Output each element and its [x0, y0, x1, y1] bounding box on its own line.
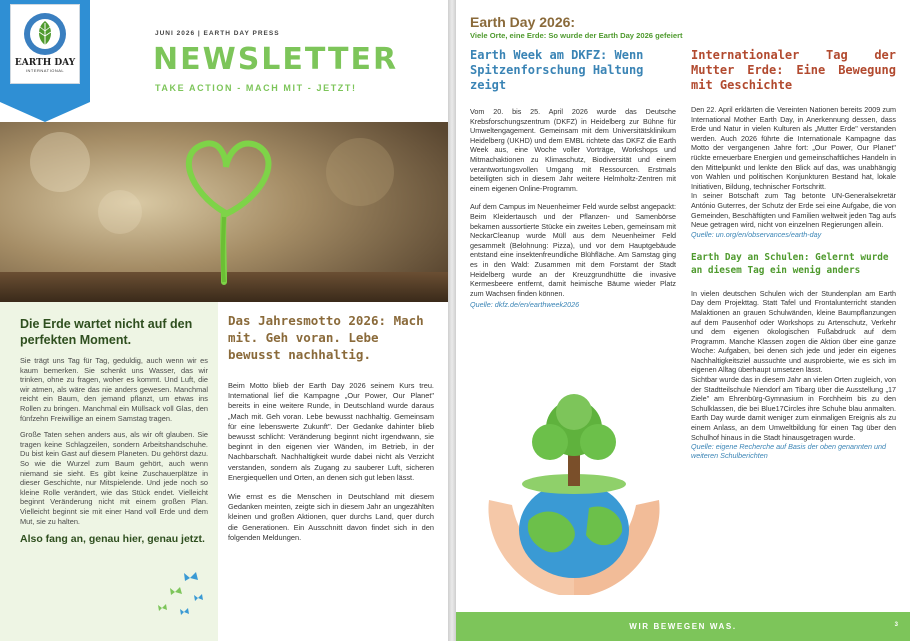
newsletter-page-left: [0, 0, 448, 641]
intro-call-to-action: Also fang an, genau hier, genau jetzt.: [20, 533, 205, 546]
newsletter-tagline: TAKE ACTION - MACH MIT - JETZT!: [155, 83, 357, 93]
logo-subtitle: INTERNATIONAL: [25, 68, 65, 73]
hands-holding-globe-tree-image: [474, 380, 674, 600]
page-footer: [456, 612, 910, 641]
schools-source-link[interactable]: Quelle: eigene Recherche auf Basis der oben genannten und weiteren Schulberichten: [691, 442, 887, 461]
intro-column: [0, 302, 218, 641]
logo-name: EARTH DAY: [14, 58, 76, 68]
motto-column: [218, 302, 448, 641]
dkfz-paragraph: Auf dem Campus im Neuenheimer Feld wurde selbst angepackt: Beim Kleidertausch und der Pflanzen- und Samenbörse bekamen aussortierte Stücke ein zweites Leben, gemeinsam mit NeckarCleanup wurde Müll aus dem Neuenheimer Feld gesammelt (Belohnung: Pizza), und vor dem Hauptgebäude entstand eine insektenfreundliche Blühfläche. Am Samstag ging es in den Wald: Zusammen mit dem Forstamt der Stadt Heidelberg wurde an der Kreuzgrundhütte die invasive Kermesbeere entfernt, damit heimische Bäume wieder Platz zum Wachsen finden können.: [470, 202, 676, 298]
issue-date-line: JUNI 2026 | EARTH DAY PRESS: [155, 30, 280, 37]
butterflies-icon: [150, 570, 210, 620]
schools-paragraph: In vielen deutschen Schulen wich der Stundenplan am Earth Day dem Projekttag. Statt Tafel und Frontalunterricht standen Malaktionen an grauen Schulwänden, kleine Baumpflanzungen auf dem Pausenhof oder Workshops zu Artenschutz, Verkehr und dem eigenen ökologischen Fußabdruck auf dem Programm. Manche Klassen zogen die Aktion über eine ganze Woche: Aufgaben, bei denen sich jede und jeder ein eigenes Nachhaltigkeitsziel aussuchte und ausprobierte, wie es sich im eigenen Alltag überhaupt umsetzen lässt.: [691, 288, 896, 375]
earth-day-logo: [10, 4, 80, 84]
page-gutter: [448, 0, 456, 641]
right-page-title: Earth Day 2026:: [470, 14, 576, 30]
schools-paragraph: Sichtbar wurde das in diesem Jahr an vielen Orten zugleich, von der Stadtteilschule Niendorf am Tibarg über die Ausstellung „17 Ziele" am Ehrenbürg-Gymnasium in Forchheim bis zu den Schulklassen, die bei Blue17Circles ihre Schuhe blau anmalten. Earth Day wurde damit weniger zum einmaligen Ereignis als zu einem Anlass, an dem Umweltbildung für einen Tag über den Schulhof hinaus in die Stadt hinausgetragen wurde.: [691, 375, 896, 442]
dkfz-heading: Earth Week am DKFZ: Wenn Spitzenforschung Haltung zeigt: [470, 48, 644, 92]
intro-paragraph: Sie trägt uns Tag für Tag, geduldig, auch wenn wir es kaum bemerken. Sie schenkt uns Wasser, das wir trinken, ohne zu fragen, woher es kommt. Und Luft, die wir atmen, als wäre das nie anders gewesen. Manchmal reicht ein Baum, den jemand pflanzt, um etwas ins Rollen zu bringen. Manchmal ein Müllsack voll Glas, den fünfzehn Freiwillige an einem Samstag tragen.: [20, 356, 208, 423]
schools-heading: Earth Day an Schulen: Gelernt wurde an diesem Tag ein wenig anders: [691, 251, 889, 276]
motto-heading: Das Jahresmotto 2026: Mach mit. Geh voran. Lebe bewusst nachhaltig.: [228, 313, 424, 362]
leaf-globe-icon: [22, 11, 68, 57]
dkfz-article: [470, 48, 676, 309]
motto-paragraph: Beim Motto blieb der Earth Day 2026 seinem Kurs treu. International lief die Kampagne „Our Power, Our Planet" bereits in eine weitere Runde, in Deutschland wurde daraus „Mach mit. Geh voran. Lebe bewusst nachhaltig. Gemeinsam für eine lebenswerte Zukunft". Der Gedanke dahinter blieb bewusst schlicht: Veränderung beginnt nicht irgendwann, sie beginnt in den eigenen vier Wänden, im Betrieb, in der Nachbarschaft. Nachhaltigkeit wurde dabei nicht als Verzicht verstanden, sondern als Zugang zu sauberer Luft, sicheren Energiequellen und Orten, an denen sich gut leben lässt.: [228, 381, 434, 482]
dkfz-source-link[interactable]: Quelle: dkfz.de/en/earthweek2026: [470, 300, 580, 310]
newsletter-page-right: [456, 0, 910, 641]
dkfz-paragraph: Vom 20. bis 25. April 2026 wurde das Deutsche Krebsforschungszentrum (DKFZ) in Heidelberg zur Bühne für Umweltengagement. Gemeinsam mit dem Universitätsklinikum Heidelberg (UKHD) und dem EMBL richtete das DKFZ die Earth Week aus, eine Woche voller Vorträge, Workshops und Mitmachaktionen zu Klimaschutz, Biodiversität und einem verantwortungsvollen Umgang mit Ressourcen. Erstmals beteiligten sich in diesem Jahr weitere Helmholtz-Zentren mit einem eigenen Online-Programm.: [470, 107, 676, 193]
heart-sprout-image: [0, 122, 448, 302]
mother-earth-source-link[interactable]: Quelle: un.org/en/observances/earth-day: [691, 229, 822, 239]
mother-earth-paragraph: Den 22. April erklärten die Vereinten Nationen bereits 2009 zum International Mother Earth Day, in Anerkennung dessen, dass Erde und Natur in vielen Kulturen als „Mutter Erde" verstanden werden. Auch 2026 führte die Internationale Kampagne das Motto der vergangenen Jahre fort: „Our Power, Our Planet" rückte erneuerbare Energien und gemeinschaftliches Handeln in den Mittelpunkt und lenkte den Blick auf das, was unabhängig von Wahlen und politischen Konjunkturen Bestand hat, lokale Initiativen, Bildung, technischer Fortschritt.: [691, 105, 896, 191]
mother-earth-heading: Internationaler Tag der Mutter Erde: Eine Bewegung mit Geschichte: [691, 48, 896, 92]
right-page-header: [470, 14, 683, 40]
newsletter-title: NEWSLETTER: [153, 42, 399, 77]
mother-earth-paragraph: In seiner Botschaft zum Tag betonte UN-Generalsekretär António Guterres, der Schutz der Erde sei eine Aufgabe, die von Gemeinden, Beschäftigten und Familien weltweit jeden Tag aufs Neue getragen wird, nicht von einzelnen Regierungen allein.: [691, 191, 896, 230]
right-page-subtitle: Viele Orte, eine Erde: So wurde der Earth Day 2026 gefeiert: [470, 31, 683, 40]
footer-slogan: WIR BEWEGEN WAS.: [629, 622, 737, 631]
intro-heading: Die Erde wartet nicht auf den perfekten Moment.: [20, 317, 193, 347]
motto-paragraph: Wie ernst es die Menschen in Deutschland mit diesem Gedanken meinten, zeigte sich in diesem Jahr an ungezählten kleinen und großen Aktionen, quer durchs Land, quer durch die Generationen. Ein Ausschnitt davon findet sich in den folgenden Meldungen.: [228, 492, 434, 542]
intro-paragraph: Große Taten sehen anders aus, als wir oft glauben. Sie tragen keine Schlagzeilen, sondern Arbeitshandschuhe. Du bist kein Gast auf diesem Planeten. Du gehörst dazu. So wie die Wurzel zum Baum gehört, auch wenn niemand sie sieht. Es gibt keine Zuschauerplätze in dieser Geschichte, nur Mitspielende. Und jede noch so kleine Rolle verändert, wie das Stück endet. Vielleicht beginnt Veränderung nicht mit einem großen Plan. Vielleicht beginnt sie mit einer Hand voll Erde und dem Mut, sie zu halten.: [20, 430, 208, 526]
page-number: 3: [894, 622, 898, 628]
right-column: [691, 48, 896, 462]
